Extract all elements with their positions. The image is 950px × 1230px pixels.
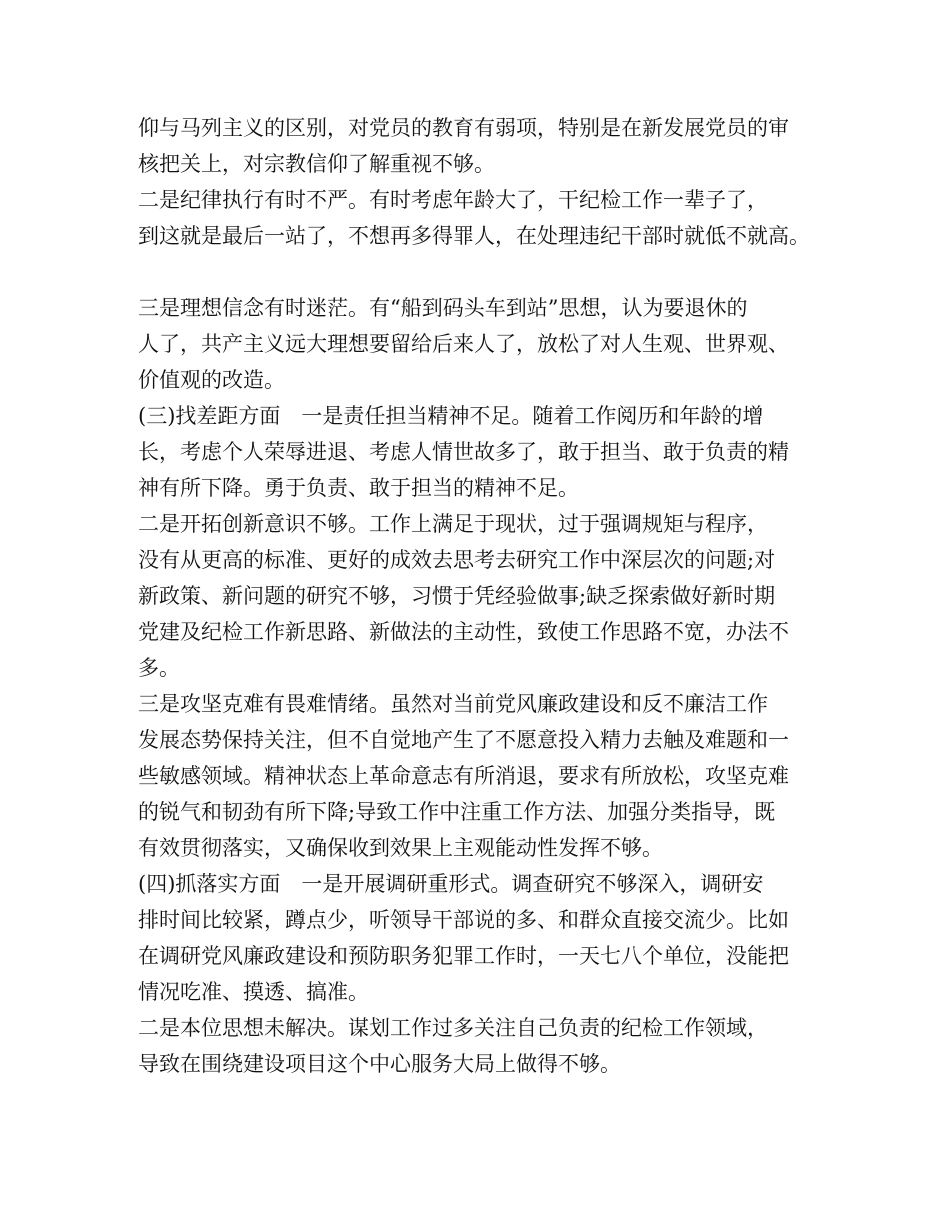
- text-line: 三是理想信念有时迷茫。有“船到码头车到站”思想，认为要退休的: [138, 296, 748, 320]
- text-line: 核把关上，对宗教信仰了解重视不够。: [138, 152, 495, 176]
- text-line: 二是开拓创新意识不够。工作上满足于现状，过于强调规矩与程序，: [138, 512, 768, 536]
- text-line: 新政策、新问题的研究不够，习惯于凭经验做事;缺乏探索做好新时期: [138, 584, 776, 608]
- text-line: 在调研党风廉政建设和预防职务犯罪工作时，一天七八个单位，没能把: [138, 944, 789, 968]
- text-line: 仰与马列主义的区别，对党员的教育有弱项，特别是在新发展党员的审: [138, 116, 789, 140]
- text-line: 的锐气和韧劲有所下降;导致工作中注重工作方法、加强分类指导，既: [138, 800, 776, 824]
- text-line: 发展态势保持关注，但不自觉地产生了不愿意投入精力去触及难题和一: [138, 728, 789, 752]
- text-line: 二是本位思想未解决。谋划工作过多关注自己负责的纪检工作领域，: [138, 1016, 768, 1040]
- text-line: 导致在围绕建设项目这个中心服务大局上做得不够。: [138, 1052, 621, 1076]
- text-line: 多。: [138, 656, 180, 680]
- text-line: 情况吃准、摸透、搞准。: [138, 980, 369, 1004]
- text-line: 价值观的改造。: [138, 368, 285, 392]
- text-line: 些敏感领域。精神状态上革命意志有所消退，要求有所放松，攻坚克难: [138, 764, 789, 788]
- text-line: 没有从更高的标准、更好的成效去思考去研究工作中深层次的问题;对: [138, 548, 776, 572]
- text-line: (四)抓落实方面 一是开展调研重形式。调查研究不够深入，调研安: [138, 872, 764, 896]
- text-line: 排时间比较紧，蹲点少，听领导干部说的多、和群众直接交流少。比如: [138, 908, 789, 932]
- text-line: 党建及纪检工作新思路、新做法的主动性，致使工作思路不宽，办法不: [138, 620, 789, 644]
- text-line: 人了，共产主义远大理想要留给后来人了，放松了对人生观、世界观、: [138, 332, 789, 356]
- text-line: (三)找差距方面 一是责任担当精神不足。随着工作阅历和年龄的增: [138, 404, 764, 428]
- text-line: 长，考虑个人荣辱进退、考虑人情世故多了，敢于担当、敢于负责的精: [138, 440, 789, 464]
- text-line: 二是纪律执行有时不严。有时考虑年龄大了，干纪检工作一辈子了，: [138, 188, 768, 212]
- text-line: 到这就是最后一站了，不想再多得罪人，在处理违纪干部时就低不就高。: [138, 224, 810, 248]
- text-line: 有效贯彻落实，又确保收到效果上主观能动性发挥不够。: [138, 836, 663, 860]
- text-line: 三是攻坚克难有畏难情绪。虽然对当前党风廉政建设和反不廉洁工作: [138, 692, 768, 716]
- text-line: 神有所下降。勇于负责、敢于担当的精神不足。: [138, 476, 579, 500]
